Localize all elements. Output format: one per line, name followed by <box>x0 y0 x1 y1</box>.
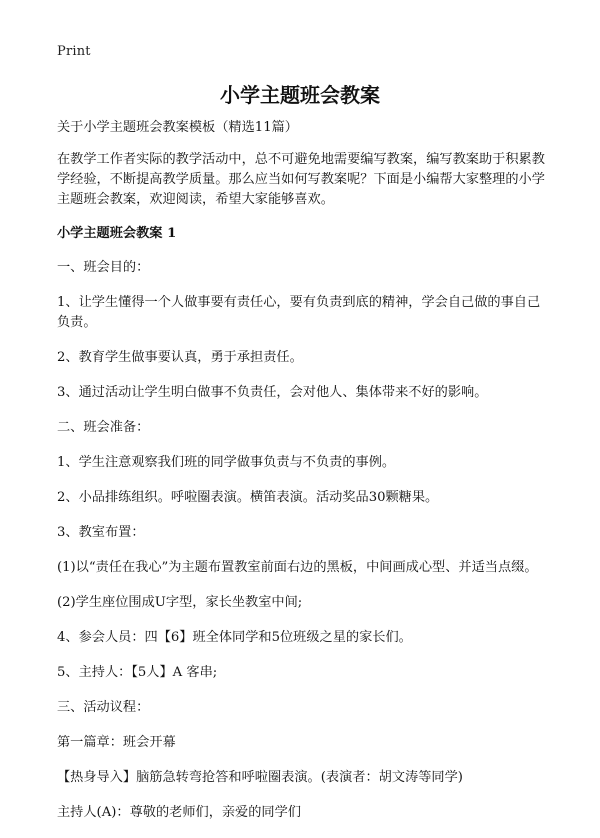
section-heading: 小学主题班会教案 1 <box>57 226 177 241</box>
document-body <box>57 118 547 838</box>
classroom-layout-2: (2)学生座位围成U字型，家长坐教室中间; <box>57 595 303 610</box>
host-speech: 主持人(A)：尊敬的老师们，亲爱的同学们 <box>57 805 301 820</box>
classroom-layout-1: (1)以“责任在我心”为主题布置教室前面右边的黑板，中间画成心型、并适当点缀。 <box>57 560 538 575</box>
agenda-heading: 三、活动议程： <box>57 700 150 715</box>
print-label: Print <box>57 44 91 59</box>
chapter-one: 第一篇章：班会开幕 <box>57 735 176 750</box>
document-title: 小学主题班会教案 <box>220 83 380 107</box>
prep-item-1: 1、学生注意观察我们班的同学做事负责与不负责的事例。 <box>57 455 396 470</box>
prep-item-3: 3、教室布置： <box>57 525 145 540</box>
hosts: 5、主持人：【5人】A 客串; <box>57 665 218 680</box>
document-subtitle: 关于小学主题班会教案模板（精选11篇） <box>57 120 298 135</box>
goal-heading: 一、班会目的： <box>57 260 150 275</box>
prep-heading: 二、班会准备： <box>57 420 150 435</box>
participants: 4、参会人员：四【6】班全体同学和5位班级之星的家长们。 <box>57 630 412 645</box>
prep-item-2: 2、小品排练组织。呼啦圈表演。横笛表演。活动奖品30颗糖果。 <box>57 490 439 505</box>
warmup: 【热身导入】脑筋急转弯抢答和呼啦圈表演。(表演者：胡文涛等同学) <box>57 770 463 785</box>
goal-item-2: 2、教育学生做事要认真，勇于承担责任。 <box>57 350 303 365</box>
goal-item-3: 3、通过活动让学生明白做事不负责任，会对他人、集体带来不好的影响。 <box>57 385 488 400</box>
intro-paragraph: 在教学工作者实际的教学活动中，总不可避免地需要编写教案，编写教案助于积累教学经验，不断提高教学质量。那么应当如何写教案呢？下面是小编帮大家整理的小学主题班会教案，欢迎阅读，希望大家能够喜欢。 <box>57 152 545 207</box>
goal-item-1: 1、让学生懂得一个人做事要有责任心，要有负责到底的精神，学会自己做的事自己负责。 <box>57 295 541 330</box>
